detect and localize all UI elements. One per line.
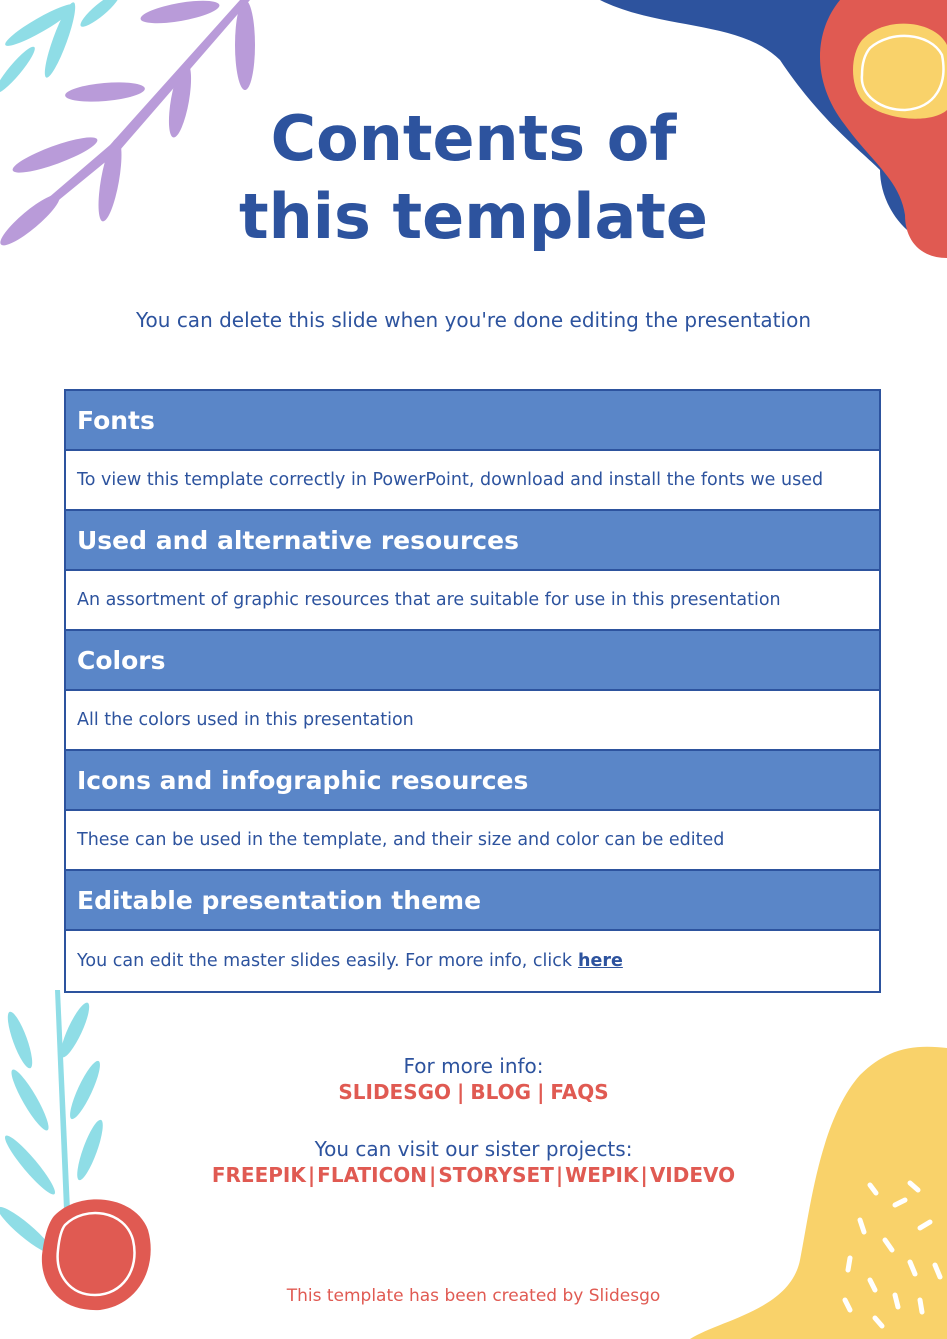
subtitle: You can delete this slide when you're done editing the presentation [135, 308, 811, 332]
separator: | [640, 1163, 648, 1187]
section-body-theme-text: You can edit the master slides easily. For more info, click [77, 951, 573, 971]
section-body-theme [66, 931, 879, 991]
here-link[interactable]: here [578, 951, 623, 971]
separator: | [537, 1080, 545, 1104]
separator: | [457, 1080, 465, 1104]
sister-projects-label: You can visit our sister projects: [314, 1137, 633, 1161]
separator: | [429, 1163, 437, 1187]
link-faqs[interactable]: FAQS [550, 1080, 609, 1104]
contents-table [64, 389, 881, 993]
section-heading-fonts: Fonts [66, 391, 879, 451]
section-heading-theme: Editable presentation theme [66, 871, 879, 931]
link-wepik[interactable]: WEPIK [565, 1163, 639, 1187]
section-body-resources: An assortment of graphic resources that are suitable for use in this presentation [66, 571, 879, 631]
section-body-icons: These can be used in the template, and their size and color can be edited [66, 811, 879, 871]
link-flaticon[interactable]: FLATICON [317, 1163, 427, 1187]
link-videvo[interactable]: VIDEVO [649, 1163, 736, 1187]
page-title [0, 100, 947, 256]
separator: | [555, 1163, 564, 1187]
link-freepik[interactable]: FREEPIK [211, 1163, 306, 1187]
footer-credit: This template has been created by Slidesgo [286, 1286, 661, 1306]
section-heading-colors: Colors [66, 631, 879, 691]
section-heading-icons: Icons and infographic resources [66, 751, 879, 811]
more-info-label: For more info: [403, 1054, 544, 1078]
section-heading-resources: Used and alternative resources [66, 511, 879, 571]
link-slidesgo[interactable]: SLIDESGO [338, 1080, 452, 1104]
separator: | [307, 1163, 316, 1187]
top-left-cyan-leaves [0, 0, 123, 97]
more-info [0, 1054, 947, 1104]
title-line-1: Contents of [270, 102, 677, 175]
section-body-colors: All the colors used in this presentation [66, 691, 879, 751]
title-line-2: this template [239, 180, 708, 253]
link-blog[interactable]: BLOG [470, 1080, 532, 1104]
link-storyset[interactable]: STORYSET [438, 1163, 554, 1187]
sister-projects [0, 1137, 947, 1187]
section-body-fonts: To view this template correctly in PowerPoint, download and install the fonts we used [66, 451, 879, 511]
